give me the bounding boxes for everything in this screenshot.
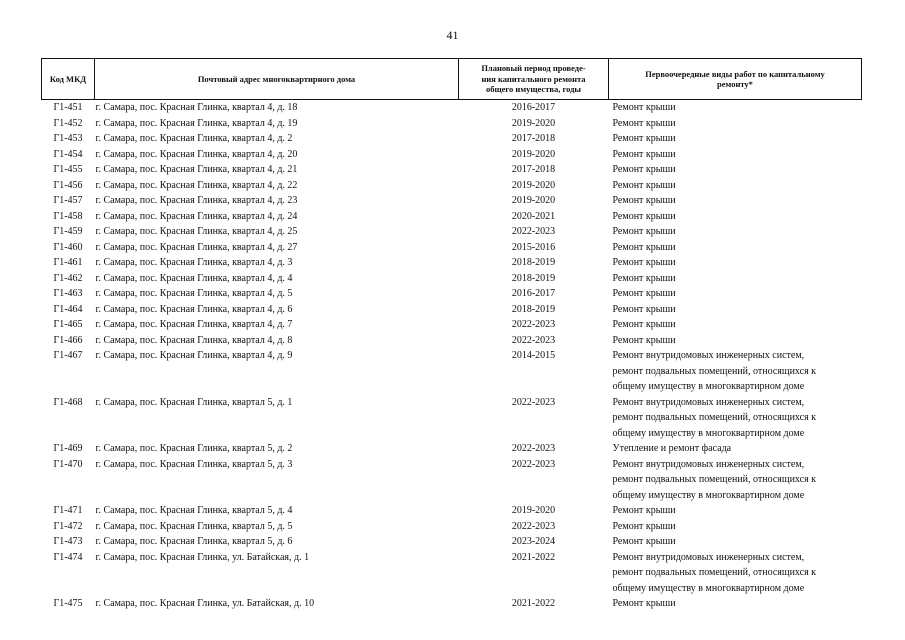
works-cell	[609, 271, 862, 287]
period-cell: 2021-2022	[511, 551, 556, 563]
table-row	[42, 333, 862, 349]
period-cell: 2016-2017	[511, 102, 556, 113]
mkd-code-cell: Г1-453	[53, 133, 83, 144]
table-row	[42, 395, 862, 442]
works-cell	[609, 193, 862, 209]
period-cell: 2022-2023	[511, 396, 556, 408]
mkd-code-cell: Г1-455	[53, 164, 83, 175]
works-cell	[609, 395, 862, 442]
works-line: Ремонт внутридомовых инженерных систем,	[612, 551, 805, 563]
header-code: Код МКД	[42, 59, 95, 100]
works-line: Ремонт крыши	[612, 598, 676, 609]
table-row	[42, 116, 862, 132]
address-cell: г. Самара, пос. Красная Глинка, квартал 4, д. 27	[95, 241, 298, 253]
works-line: общему имуществу в многоквартирном доме	[612, 489, 805, 501]
header-address: Почтовый адрес многоквартирного дома	[95, 59, 459, 100]
header-period-line: общего имущества, годы	[485, 84, 582, 95]
mkd-code-cell: Г1-456	[53, 179, 83, 191]
works-cell	[609, 209, 862, 225]
works-cell	[609, 550, 862, 597]
address-cell: г. Самара, пос. Красная Глинка, квартал 5, д. 2	[95, 443, 293, 454]
works-line: Ремонт крыши	[612, 148, 676, 160]
table-row	[42, 100, 862, 116]
address-cell: г. Самара, пос. Красная Глинка, квартал 4, д. 3	[95, 257, 293, 268]
works-cell	[609, 348, 862, 395]
mkd-code-cell: Г1-462	[53, 272, 83, 284]
period-cell: 2020-2021	[511, 210, 556, 222]
period-cell: 2014-2015	[511, 350, 556, 361]
works-cell	[609, 596, 862, 612]
works-line: Ремонт крыши	[612, 102, 676, 113]
works-line: Ремонт крыши	[612, 303, 676, 315]
mkd-code-cell: Г1-451	[53, 102, 83, 113]
period-cell: 2019-2020	[511, 148, 556, 160]
table-row	[42, 503, 862, 519]
header-works-line: ремонту*	[717, 79, 753, 89]
works-cell	[609, 224, 862, 240]
address-cell: г. Самара, пос. Красная Глинка, квартал 4, д. 20	[95, 148, 298, 160]
works-line: Ремонт крыши	[612, 195, 676, 206]
works-cell	[609, 147, 862, 163]
page-number: 41	[446, 28, 459, 42]
table-row	[42, 286, 862, 302]
period-cell: 2022-2023	[511, 458, 556, 470]
period-cell: 2021-2022	[511, 598, 556, 609]
address-cell: г. Самара, пос. Красная Глинка, квартал 4, д. 21	[95, 164, 298, 175]
works-line: Ремонт крыши	[612, 520, 676, 532]
mkd-code-cell: Г1-469	[53, 443, 83, 454]
works-cell	[609, 240, 862, 256]
works-line: Ремонт крыши	[612, 536, 676, 547]
mkd-code-cell: Г1-474	[53, 551, 83, 563]
address-cell: г. Самара, пос. Красная Глинка, квартал 4, д. 4	[95, 272, 293, 284]
table-row	[42, 302, 862, 318]
period-cell: 2017-2018	[511, 133, 556, 144]
period-cell: 2022-2023	[511, 334, 556, 346]
works-line: Ремонт внутридомовых инженерных систем,	[612, 396, 805, 408]
works-line: Ремонт крыши	[612, 133, 676, 144]
mkd-code-cell: Г1-468	[53, 396, 83, 408]
mkd-code-cell: Г1-471	[53, 505, 83, 516]
mkd-code-cell: Г1-461	[53, 257, 83, 268]
table-body	[42, 100, 862, 612]
works-cell	[609, 333, 862, 349]
works-line: Ремонт крыши	[612, 179, 676, 191]
table-row	[42, 255, 862, 271]
period-cell: 2023-2024	[511, 536, 556, 547]
works-line: ремонт подвальных помещений, относящихся к	[612, 412, 817, 423]
table-row	[42, 147, 862, 163]
table-row	[42, 162, 862, 178]
header-period-line: Плановый период проведе-	[481, 63, 586, 74]
address-cell: г. Самара, пос. Красная Глинка, квартал 5, д. 6	[95, 536, 293, 547]
table-row	[42, 550, 862, 597]
mkd-code-cell: Г1-470	[53, 458, 83, 470]
works-cell	[609, 302, 862, 318]
works-line: общему имуществу в многоквартирном доме	[612, 427, 805, 439]
table-row	[42, 441, 862, 457]
table-header-row	[42, 59, 862, 100]
table-row	[42, 193, 862, 209]
address-cell: г. Самара, пос. Красная Глинка, квартал 4, д. 19	[95, 117, 298, 129]
table-row	[42, 596, 862, 612]
address-cell: г. Самара, пос. Красная Глинка, квартал 4, д. 23	[95, 195, 298, 206]
header-period-line: ния капитального ремонта	[481, 73, 586, 84]
capital-repair-table	[41, 58, 862, 612]
address-cell: г. Самара, пос. Красная Глинка, квартал 4, д. 8	[95, 334, 293, 346]
works-cell	[609, 534, 862, 550]
works-line: Утепление и ремонт фасада	[612, 443, 732, 454]
period-cell: 2019-2020	[511, 505, 556, 516]
works-line: Ремонт внутридомовых инженерных систем,	[612, 458, 805, 470]
works-line: Ремонт крыши	[612, 117, 676, 129]
mkd-code-cell: Г1-454	[53, 148, 83, 160]
address-cell: г. Самара, пос. Красная Глинка, квартал 4, д. 2	[95, 133, 293, 144]
works-cell	[609, 441, 862, 457]
mkd-code-cell: Г1-452	[53, 117, 83, 129]
period-cell: 2022-2023	[511, 226, 556, 237]
mkd-code-cell: Г1-473	[53, 536, 83, 547]
mkd-code-cell: Г1-460	[53, 241, 83, 253]
table-row	[42, 534, 862, 550]
works-line: Ремонт крыши	[612, 226, 676, 237]
address-cell: г. Самара, пос. Красная Глинка, квартал 4, д. 7	[95, 319, 293, 330]
address-cell: г. Самара, пос. Красная Глинка, ул. Батайская, д. 1	[95, 551, 310, 563]
period-cell: 2018-2019	[511, 303, 556, 315]
mkd-code-cell: Г1-467	[53, 350, 83, 361]
table-row	[42, 457, 862, 504]
mkd-code-cell: Г1-464	[53, 303, 83, 315]
table-row	[42, 271, 862, 287]
works-line: ремонт подвальных помещений, относящихся к	[612, 365, 817, 377]
works-line: Ремонт крыши	[612, 334, 676, 346]
period-cell: 2019-2020	[511, 179, 556, 191]
mkd-code-cell: Г1-472	[53, 520, 83, 532]
period-cell: 2022-2023	[511, 520, 556, 532]
address-cell: г. Самара, пос. Красная Глинка, квартал 4, д. 6	[95, 303, 293, 315]
address-cell: г. Самара, пос. Красная Глинка, квартал 5, д. 4	[95, 505, 293, 516]
address-cell: г. Самара, пос. Красная Глинка, квартал 4, д. 22	[95, 179, 298, 191]
header-works-line: Первоочередные виды работ по капитальному	[645, 68, 825, 79]
works-line: Ремонт крыши	[612, 210, 676, 222]
period-cell: 2017-2018	[511, 164, 556, 175]
works-cell	[609, 162, 862, 178]
header-period	[459, 59, 609, 100]
works-line: ремонт подвальных помещений, относящихся к	[612, 474, 817, 485]
table-row	[42, 209, 862, 225]
period-cell: 2022-2023	[511, 319, 556, 330]
works-line: Ремонт крыши	[612, 505, 676, 516]
address-cell: г. Самара, пос. Красная Глинка, квартал 4, д. 25	[95, 226, 298, 237]
works-cell	[609, 457, 862, 504]
address-cell: г. Самара, пос. Красная Глинка, квартал 5, д. 3	[95, 458, 293, 470]
works-line: Ремонт крыши	[612, 272, 676, 284]
table-row	[42, 131, 862, 147]
mkd-code-cell: Г1-466	[53, 334, 83, 346]
works-line: общему имуществу в многоквартирном доме	[612, 582, 805, 594]
mkd-code-cell: Г1-463	[53, 288, 83, 299]
header-works	[609, 59, 862, 100]
works-cell	[609, 178, 862, 194]
address-cell: г. Самара, пос. Красная Глинка, квартал 4, д. 24	[95, 210, 298, 222]
works-line: Ремонт крыши	[612, 164, 676, 175]
works-cell	[609, 503, 862, 519]
period-cell: 2016-2017	[511, 288, 556, 299]
table-row	[42, 519, 862, 535]
mkd-code-cell: Г1-458	[53, 210, 83, 222]
table-row	[42, 348, 862, 395]
works-line: Ремонт крыши	[612, 241, 676, 253]
address-cell: г. Самара, пос. Красная Глинка, квартал 4, д. 9	[95, 350, 293, 361]
works-line: Ремонт крыши	[612, 319, 676, 330]
address-cell: г. Самара, пос. Красная Глинка, квартал 5, д. 1	[95, 396, 293, 408]
works-cell	[609, 116, 862, 132]
period-cell: 2018-2019	[511, 257, 556, 268]
period-cell: 2015-2016	[511, 241, 556, 253]
address-cell: г. Самара, пос. Красная Глинка, ул. Батайская, д. 10	[95, 598, 315, 609]
period-cell: 2018-2019	[511, 272, 556, 284]
period-cell: 2019-2020	[511, 117, 556, 129]
mkd-code-cell: Г1-465	[53, 319, 83, 330]
table-row	[42, 178, 862, 194]
table-row	[42, 224, 862, 240]
works-cell	[609, 100, 862, 116]
works-cell	[609, 255, 862, 271]
works-cell	[609, 519, 862, 535]
works-cell	[609, 131, 862, 147]
works-cell	[609, 286, 862, 302]
works-line: ремонт подвальных помещений, относящихся к	[612, 567, 817, 578]
mkd-code-cell: Г1-459	[53, 226, 83, 237]
table-row	[42, 240, 862, 256]
works-line: Ремонт крыши	[612, 288, 676, 299]
works-line: общему имуществу в многоквартирном доме	[612, 381, 805, 392]
works-line: Ремонт крыши	[612, 257, 676, 268]
works-line: Ремонт внутридомовых инженерных систем,	[612, 350, 805, 361]
address-cell: г. Самара, пос. Красная Глинка, квартал 5, д. 5	[95, 520, 293, 532]
period-cell: 2022-2023	[511, 443, 556, 454]
address-cell: г. Самара, пос. Красная Глинка, квартал 4, д. 18	[95, 102, 298, 113]
table-row	[42, 317, 862, 333]
address-cell: г. Самара, пос. Красная Глинка, квартал 4, д. 5	[95, 288, 293, 299]
mkd-code-cell: Г1-457	[53, 195, 83, 206]
works-cell	[609, 317, 862, 333]
mkd-code-cell: Г1-475	[53, 598, 83, 609]
period-cell: 2019-2020	[511, 195, 556, 206]
